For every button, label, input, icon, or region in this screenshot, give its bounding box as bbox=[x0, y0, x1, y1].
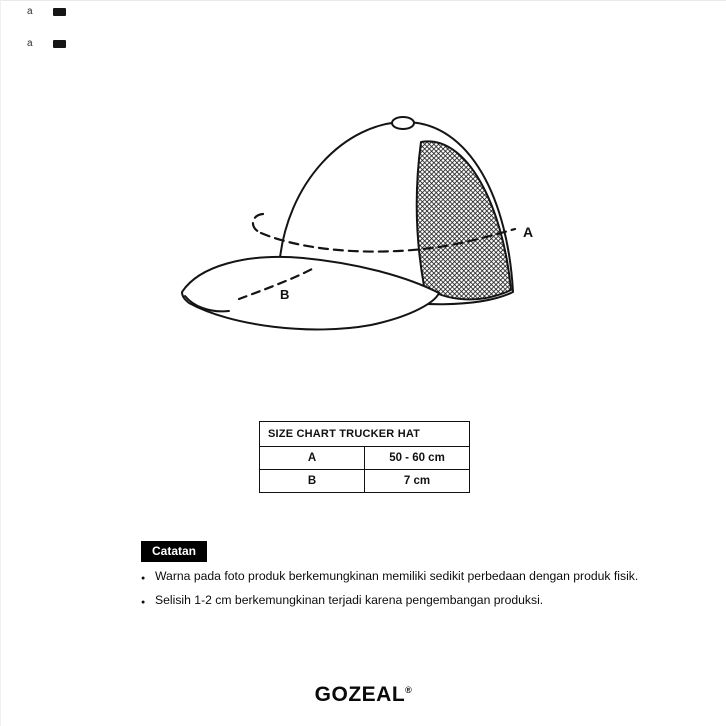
measure-a-label: A bbox=[523, 224, 534, 240]
cropped-glyph bbox=[53, 8, 66, 16]
hat-button bbox=[392, 117, 414, 129]
cropped-glyph bbox=[53, 40, 66, 48]
row-a-label: A bbox=[260, 447, 365, 470]
size-chart-row-b bbox=[260, 470, 470, 493]
cropped-glyph: a bbox=[27, 6, 33, 17]
note-text: Warna pada foto produk berkemungkinan memiliki sedikit perbedaan dengan produk fisik. bbox=[155, 569, 639, 583]
notes-title-badge: Catatan bbox=[141, 541, 207, 562]
row-b-label: B bbox=[260, 470, 365, 493]
trucker-hat-diagram bbox=[151, 96, 571, 358]
size-chart-header-row bbox=[260, 422, 470, 447]
size-chart-title: SIZE CHART TRUCKER HAT bbox=[260, 422, 470, 447]
size-chart-row-a bbox=[260, 447, 470, 470]
cropped-edge-text bbox=[27, 6, 66, 18]
brand-logo bbox=[1, 683, 726, 707]
cropped-edge-text bbox=[27, 38, 66, 50]
brand-name: GOZEAL bbox=[314, 683, 406, 706]
measure-b-label: B bbox=[280, 287, 290, 302]
size-chart-table bbox=[259, 421, 470, 493]
row-a-value: 50 - 60 cm bbox=[365, 447, 470, 470]
registered-mark: ® bbox=[405, 685, 413, 695]
row-b-value: 7 cm bbox=[365, 470, 470, 493]
notes-list bbox=[141, 569, 711, 617]
note-item bbox=[141, 593, 711, 607]
note-item bbox=[141, 569, 711, 583]
cropped-glyph: a bbox=[27, 38, 33, 49]
hat-mesh-panel bbox=[417, 141, 511, 299]
note-text: Selisih 1-2 cm berkemungkinan terjadi karena pengembangan produksi. bbox=[155, 593, 544, 607]
